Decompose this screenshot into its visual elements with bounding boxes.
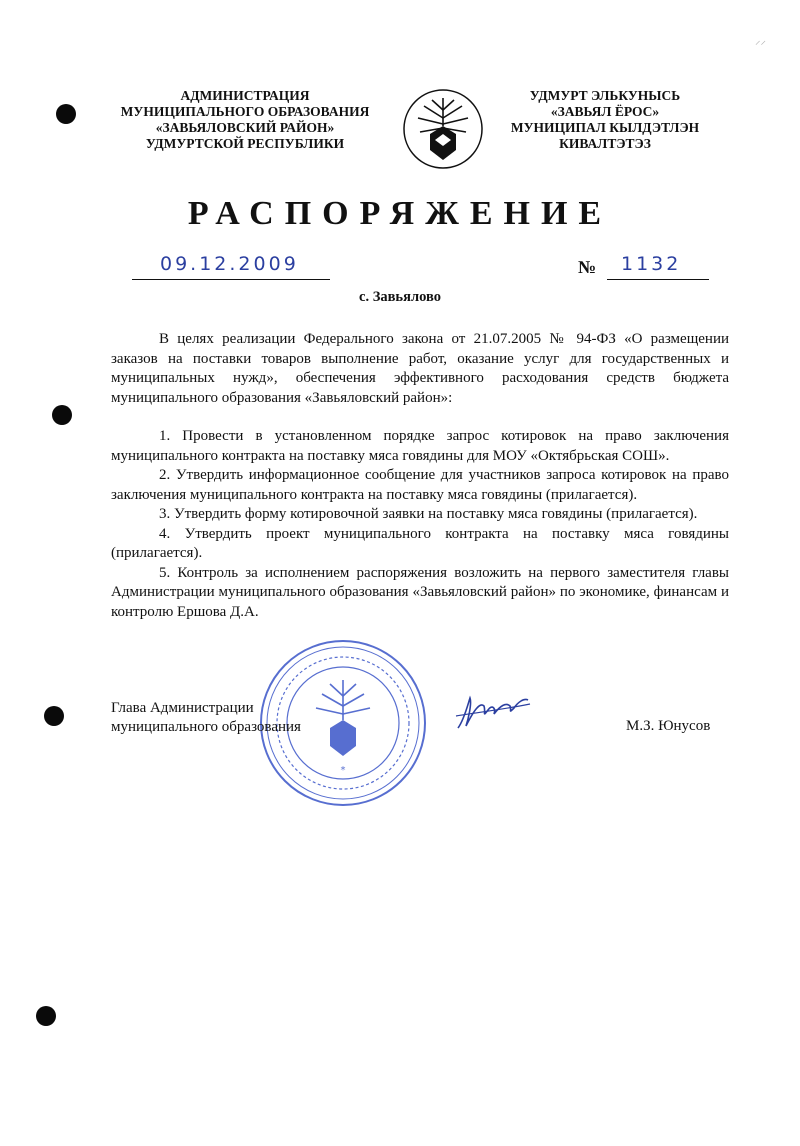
header-left-line: МУНИЦИПАЛЬНОГО ОБРАЗОВАНИЯ — [120, 104, 370, 119]
punch-hole — [52, 405, 72, 425]
punch-hole — [36, 1006, 56, 1026]
punch-hole — [56, 104, 76, 124]
order-item: 5. Контроль за исполнением распоряжения возложить на первого заместителя главы Администрации муниципального образования «Завьяловский район» по экономике, финансам и контролю Ершова Д.А. — [111, 564, 729, 620]
handwritten-signature-icon — [450, 690, 535, 735]
signatory-position-line: муниципального образования — [111, 719, 301, 735]
corner-mark: ⸝⸝ — [755, 34, 766, 47]
signatory-position-line: Глава Администрации — [111, 700, 254, 716]
document-body — [111, 330, 729, 622]
header-left-line: «ЗАВЬЯЛОВСКИЙ РАЙОН» — [155, 120, 335, 135]
signatory-name: М.З. Юнусов — [626, 718, 711, 734]
header-right — [505, 88, 705, 152]
header-right-line: КИВАЛТЭТЭЗ — [559, 136, 651, 151]
header-left-line: УДМУРТСКОЙ РЕСПУБЛИКИ — [145, 136, 345, 151]
order-item: 4. Утвердить проект муниципального контракта на поставку мяса говядины (прилагается). — [111, 525, 729, 561]
number-label: № — [578, 257, 597, 277]
place-of-issue: с. Завьялово — [359, 289, 441, 305]
document-title: РАСПОРЯЖЕНИЕ — [187, 195, 613, 232]
number-field — [607, 253, 709, 280]
order-item: 2. Утвердить информационное сообщение для участников запроса котировок на право заключения муниципального контракта на поставку мяса говядины (прилагается). — [111, 467, 729, 503]
header-right-line: «ЗАВЬЯЛ ЁРОС» — [550, 104, 660, 119]
signatory-position — [111, 699, 301, 737]
order-item: 3. Утвердить форму котировочной заявки на поставку мяса говядины (прилагается). — [159, 506, 698, 522]
order-item: 1. Провести в установленном порядке запрос котировок на право заключения муниципального контракта на поставку мяса говядины для МОУ «Октябрьская СОШ». — [111, 428, 729, 464]
header-left — [110, 88, 380, 152]
handwritten-date: 09.12.2009 — [160, 253, 299, 275]
punch-hole — [44, 706, 64, 726]
date-field — [132, 253, 330, 280]
preamble: В целях реализации Федерального закона от 21.07.2005 № 94-ФЗ «О размещении заказов на поставки товаров выполнение работ, оказание услуг для государственных и муниципальных нужд», обеспечения эффективного расходования средств бюджета муниципального образования «Завьяловский район»: — [111, 331, 729, 406]
header-right-line: УДМУРТ ЭЛЬКУНЫСЬ — [529, 88, 681, 103]
svg-text:*: * — [340, 765, 346, 776]
header-right-line: МУНИЦИПАЛ КЫЛДЭТЛЭН — [510, 120, 700, 135]
header-left-line: АДМИНИСТРАЦИЯ — [180, 88, 310, 103]
handwritten-number: 1132 — [621, 253, 682, 275]
coat-of-arms-icon — [402, 88, 484, 170]
